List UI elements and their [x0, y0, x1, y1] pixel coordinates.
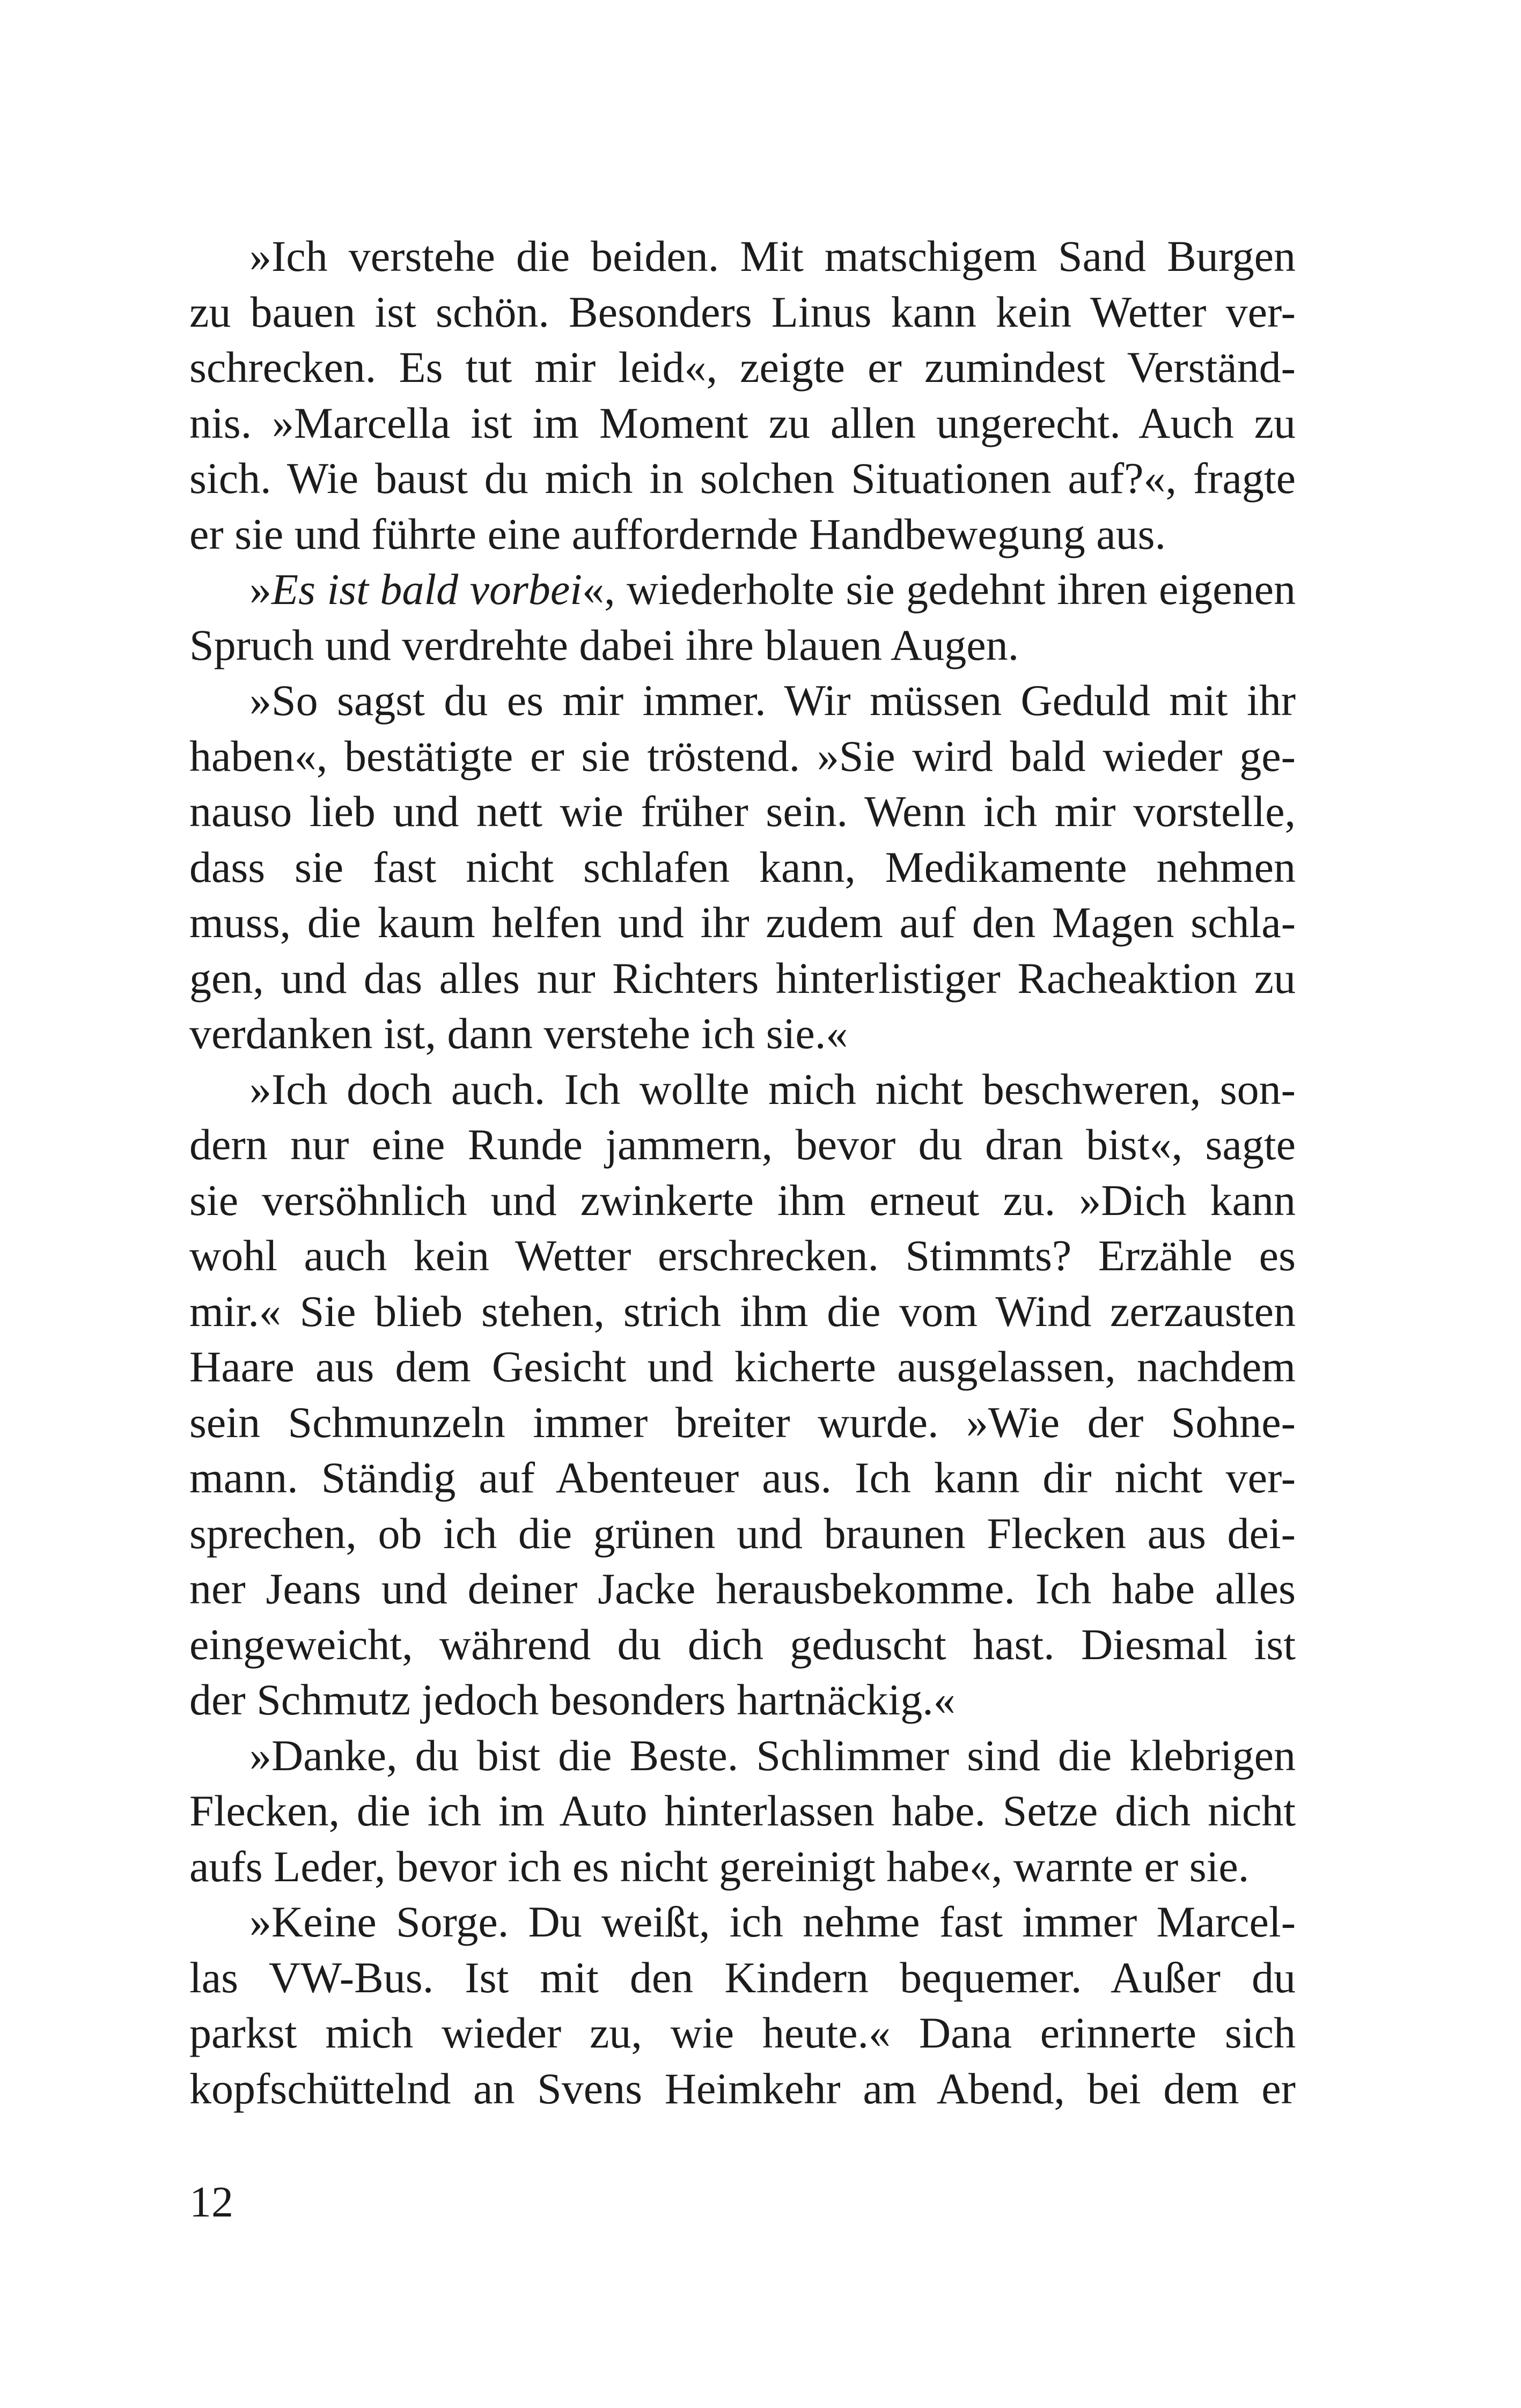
- text-line: nis. »Marcella ist im Moment zu allen ungerecht. Auch zu: [189, 398, 1296, 447]
- text-line: Flecken, die ich im Auto hinterlassen habe. Setze dich nicht: [189, 1786, 1296, 1835]
- text-line: sprechen, ob ich die grünen und braunen Flecken aus dei-: [189, 1508, 1296, 1558]
- text-line: sich. Wie baust du mich in solchen Situationen auf?«, fragte: [189, 454, 1296, 503]
- text-line: muss, die kaum helfen und ihr zudem auf den Magen schla-: [189, 898, 1296, 947]
- text-line: [189, 562, 1296, 617]
- text-line: parkst mich wieder zu, wie heute.« Dana erinnerte sich: [189, 2008, 1296, 2057]
- text-line: verdanken ist, dann verstehe ich sie.«: [189, 1009, 848, 1058]
- text-line: der Schmutz jedoch besonders hartnäckig.«: [189, 1675, 956, 1724]
- text-line: »Keine Sorge. Du weißt, ich nehme fast immer Marcel-: [249, 1897, 1296, 1946]
- text-line: Haare aus dem Gesicht und kicherte ausgelassen, nachdem: [189, 1342, 1296, 1391]
- body-text: [189, 229, 1296, 2116]
- page-number: 12: [189, 2177, 233, 2226]
- text-line: nauso lieb und nett wie früher sein. Wenn ich mir vorstelle,: [189, 787, 1296, 836]
- text-line-prefix: »: [249, 565, 271, 614]
- text-line: dass sie fast nicht schlafen kann, Medikamente nehmen: [189, 842, 1296, 892]
- text-line: »So sagst du es mir immer. Wir müssen Geduld mit ihr: [249, 676, 1296, 725]
- text-line: eingeweicht, während du dich geduscht hast. Diesmal ist: [189, 1619, 1296, 1669]
- text-line: er sie und führte eine auffordernde Handbewegung aus.: [189, 509, 1166, 558]
- text-line: las VW-Bus. Ist mit den Kindern bequemer. Außer du: [189, 1953, 1296, 2002]
- text-line-rest: «, wiederholte sie gedehnt ihren eigenen: [582, 565, 1296, 614]
- text-line: »Ich verstehe die beiden. Mit matschigem Sand Burgen: [249, 232, 1296, 281]
- text-line: »Danke, du bist die Beste. Schlimmer sind die klebrigen: [249, 1730, 1296, 1780]
- text-line: zu bauen ist schön. Besonders Linus kann kein Wetter ver-: [189, 287, 1296, 336]
- text-line: schrecken. Es tut mir leid«, zeigte er zumindest Verständ-: [189, 343, 1296, 392]
- text-line: Spruch und verdrehte dabei ihre blauen Augen.: [189, 620, 1019, 669]
- text-line: dern nur eine Runde jammern, bevor du dran bist«, sagte: [189, 1120, 1296, 1169]
- text-line: mann. Ständig auf Abenteuer aus. Ich kann dir nicht ver-: [189, 1453, 1296, 1502]
- text-line: ner Jeans und deiner Jacke herausbekomme. Ich habe alles: [189, 1564, 1296, 1613]
- text-line: sein Schmunzeln immer breiter wurde. »Wie der Sohne-: [189, 1397, 1296, 1447]
- text-line: wohl auch kein Wetter erschrecken. Stimmts? Erzähle es: [189, 1231, 1296, 1280]
- text-line: »Ich doch auch. Ich wollte mich nicht beschweren, son-: [249, 1064, 1296, 1114]
- text-line: kopfschüttelnd an Svens Heimkehr am Abend, bei dem er: [189, 2064, 1296, 2113]
- text-line: gen, und das alles nur Richters hinterlistiger Racheaktion zu: [189, 953, 1296, 1003]
- text-line: mir.« Sie blieb stehen, strich ihm die vom Wind zerzausten: [189, 1286, 1296, 1336]
- text-line: aufs Leder, bevor ich es nicht gereinigt habe«, warnte er sie.: [189, 1842, 1250, 1891]
- text-line: sie versöhnlich und zwinkerte ihm erneut zu. »Dich kann: [189, 1175, 1296, 1225]
- text-line-italic: Es ist bald vorbei: [271, 565, 583, 614]
- text-line: haben«, bestätigte er sie tröstend. »Sie wird bald wieder ge-: [189, 731, 1296, 780]
